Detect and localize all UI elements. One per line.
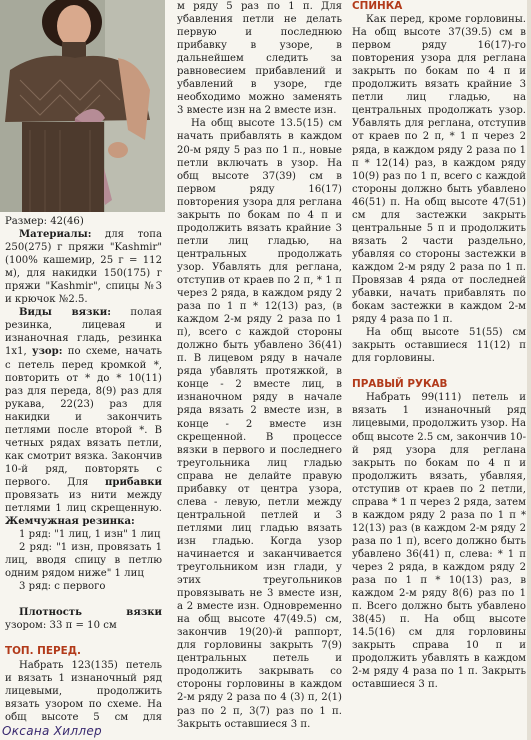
increase-text: провязать из нити между петлями 1 лиц скрещенную. <box>5 489 162 515</box>
pattern-text: по схеме, начать с петель перед кромкой *, повторить от * до * 10(11) раз для переда, 8(9) раз для рукава, 22(23) раз для накидки и закончить петлями после второй *. В четных рядах вязать петли, как смотрит вязка. Закончив 10-й ряд, повторять с первого. Для <box>5 346 162 488</box>
size-text: Размер: 42(46) <box>5 216 84 227</box>
middle-text-2: На общ высоте 13.5(15) см начать прибавлять в каждом 20-м ряду 5 раз по 1 п., новые петли включать в узор. На общ высоте 37(39) см в первом ряду 16(17) повторения узора для реглана закрыть по бокам по 4 п и продолжить вязать крайние 3 петли лиц гладью, на центральных продолжать узор. Убавлять для реглана, отступив от краев по 2 п, * 1 п через 2 ряда, в каждом ряду 2 раза по 1 п * 12(13) раз, (в каждом 2-м ряду 2 раза по 1 п), всего с каждой стороны должно быть убавлено 36(41) п. В лицевом ряду в начале ряда убавлять протяжкой, в конце - 2 вместе лиц, в изнаночном ряду в начале ряда вязать 2 вместе изн, в конце - 2 вместе изн скрещенной. В процессе вязки в первого и последнего треугольника лиц гладью справа не делайте правую прибавку от центра узора, слева - левую, петли между центральной петлей и 3 петлями лиц гладью вязать изн гладью. Когда узор начинается и заканчивается треугольником изн глади, у этих треугольников провязывать не 3 вместе изн, а 2 вместе изн. Одновременно на общ высоте 47(49.5) см, закончив 19(20)-й раппорт, для горловины закрыть 7(9) центральных петель и продолжить закрывать со стороны горловины в каждом 2-м ряду 2 раза по 4 (3) п, 2(1) раз по 2 п, 3(7) раз по 1 п. Закрыть оставшиеся 3 п. <box>177 118 342 730</box>
section-sleeve-heading: ПРАВЫЙ РУКАВ <box>352 378 448 391</box>
middle-text-1: м ряду 5 раз по 1 п. Для убавления петли не делать первую и последнюю прибавку в узоре, в дальнейшем следить за равновесием прибавлений и убавлений в узоре, где необходимо можно заменять 3 вместе изн на 2 вместе изн. <box>177 1 342 117</box>
front-text: Набрать 123(135) петель и вязать 1 изнаночный ряд лицевыми, продолжить вязать узором по схеме. На общ высоте 5 см для <box>5 659 162 723</box>
sleeve-text: Набрать 99(111) петель и вязать 1 изнаночный ряд лицевыми, продолжить узор. На общ высоте 2.5 см, закончив 10-й ряд узора для реглана закрыть по бокам по 4 п и продолжить вязать, убавляя, отступив от краев по 2 петли, справа * 1 п через 2 ряда, затем в каждом ряду 2 раза по 1 п * 12(13) раз (в каждом 2-м ряду 2 раза по 1 п), всего должно быть убавлено 36(41) п, слева: * 1 п через 2 ряда, в каждом ряду 2 раза по 1 п * 10(13) раз, в каждом 2-м ряду 8(6) раз по 1 п. Всего должно быть убавлено 38(45) п. На общ высоте 14.5(16) см для горловины закрыть справа 10 п и продолжить убавлять в каждом 2-м ряду 4 раза по 1 п. Закрыть оставшиеся 3 п. <box>352 392 526 691</box>
page-edge <box>527 0 531 740</box>
author-signature: Оксана Хиллер <box>2 724 102 738</box>
model-photo <box>0 0 165 212</box>
column-left <box>5 215 162 725</box>
rib-row-3: 3 ряд: с первого <box>19 581 106 593</box>
section-front-heading: ТОП. ПЕРЕД. <box>5 645 81 658</box>
knitted-top-photo <box>0 0 165 212</box>
back-text: Как перед, кроме горловины. На общ высоте 37(39.5) см в первом ряду 16(17)-го повторения узора для реглана закрыть по бокам по 4 п и продолжить вязать крайние 3 петли лиц гладью, на центральных продолжать узор. Убавлять для реглана, отступив от краев по 2 п, * 1 п через 2 ряда, в каждом ряду 2 раза по 1 п * 12(14) раз, в каждом ряду 10(9) раз по 1 п, всего с каждой стороны должно быть убавлено 46(51) п. На общ высоте 47(51) см для застежки закрыть центральные 5 п и продолжить вязать 2 части раздельно, убавляя со стороны застежки в каждом 2-м ряду 2 раза по 1 п. Провязав 4 ряда от последней убавки, начать прибавлять по бокам застежки в каждом 2-м ряду 4 раза по 1 п. <box>352 14 526 326</box>
density-text: узором: 33 п = 10 см <box>5 620 117 632</box>
increase-label: прибавки <box>105 476 162 488</box>
rib-row-2: 2 ряд: "1 изн, провязать 1 лиц, вводя спицу в петлю одним рядом ниже" 1 лиц <box>5 542 162 580</box>
pattern-label: узор: <box>32 346 63 358</box>
types-label: Виды вязки: <box>19 307 111 319</box>
rib-row-1: 1 ряд: "1 лиц, 1 изн" 1 лиц <box>19 529 161 541</box>
materials-label: Материалы: <box>19 229 92 241</box>
back-text-2: На общ высоте 51(55) см закрыть оставшиеся 11(12) п для горловины. <box>352 327 526 365</box>
column-right <box>352 0 526 740</box>
pearl-rib-label: Жемчужная резинка: <box>5 516 135 528</box>
section-back-heading: СПИНКА <box>352 0 403 12</box>
column-middle <box>177 0 342 740</box>
density-label: Плотность вязки <box>19 607 162 619</box>
types-text: полая резинка, лицевая и изнаночная гладь, резинка 1х1, <box>5 307 162 358</box>
materials-text: для топа 250(275) г пряжи "Kashmir" (100% кашемир, 25 г = 112 м), для накидки 150(175) г пряжи "Kashmir", спицы №3 и крючок №2.5. <box>5 229 162 306</box>
